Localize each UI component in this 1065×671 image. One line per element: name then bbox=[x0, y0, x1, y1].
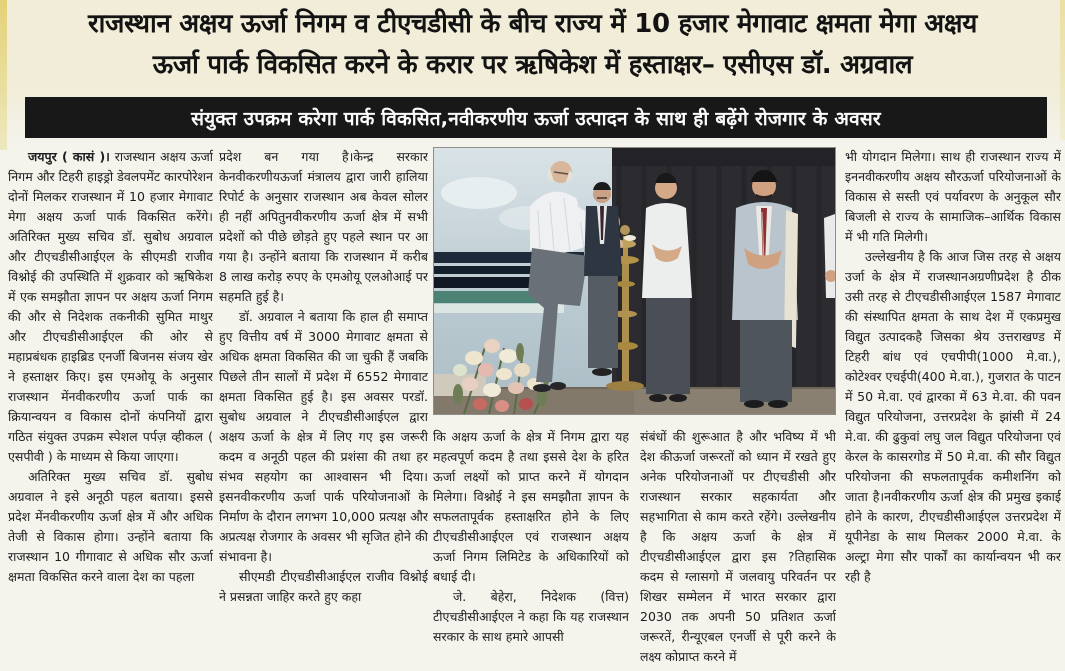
middle-section bbox=[433, 147, 836, 671]
paragraph: अतिरिक्त मुख्य सचिव डॉ. सुबोध अग्रवाल ने इसे अनूठी पहल बताया। इससे प्रदेश मेंनवीकरणीय ऊर्जा क्षेत्र में और अधिक तेजी से विकास होगा। उन्होंने बताया कि राजस्थान 10 गीगावाट से अधिक सौर ऊर्जा क्षमता विकसित करने वाला देश का पहला bbox=[8, 469, 213, 584]
text-column-1 bbox=[8, 147, 213, 671]
ceremony-photo-frame bbox=[433, 147, 836, 415]
headline-line-2: ऊर्जा पार्क विकसित करने के करार पर ऋषिकेश में हस्ताक्षर– एसीएस डॉ. अग्रवाल bbox=[152, 50, 913, 80]
paragraph: प्रदेश बन गया है।केन्द्र सरकार केनवीकरणीयऊर्जा मंत्रालय द्वारा जारी हालिया रिपोर्ट के अनुसार राजस्थान अब केवल सोलर ही नहीं अपितुनवीकरणीय ऊर्जा क्षेत्र में सभी प्रदेशों को पीछे छोड़ते हुए पहले स्थान पर आ गया है। उन्होंने बताया कि राजस्थान में करीब 8 लाख करोड़ रुपए के एमओयू एलओआई पर सहमति हुई है। bbox=[219, 149, 428, 304]
paragraph: भी योगदान मिलेगा। साथ ही राजस्थान राज्य में इननवीकरणीय अक्षय सौरऊर्जा परियोजनाओं के विकास से सस्ती एवं पर्यावरण के अनुकूल सौर बिजली से राज्य के सामाजिक–आर्थिक विकास में भी गति मिलेगी। bbox=[845, 149, 1061, 244]
paragraph: सीएमडी टीएचडीसीआईएल राजीव विश्नोई ने प्रसन्नता जाहिर करते हुए कहा bbox=[219, 569, 428, 604]
paragraph bbox=[8, 147, 213, 467]
headline-line-1: राजस्थान अक्षय ऊर्जा निगम व टीएचडीसी के बीच राज्य में 10 हजार मेगावाट क्षमता मेगा अक्षय bbox=[88, 9, 977, 39]
text-column-2 bbox=[219, 147, 428, 671]
paragraph: जे. बेहेरा, निदेशक (वित्त) टीएचडीसीआईएल ने कहा कि यह राजस्थान सरकार के साथ हमारे आपसी bbox=[433, 589, 629, 644]
stage-curtain bbox=[594, 148, 835, 398]
ceremony-photo bbox=[434, 148, 835, 414]
subhead-banner-text: संयुक्त उपक्रम करेगा पार्क विकसित,नवीकरणीय ऊर्जा उत्पादन के साथ ही बढ़ेंगे रोजगार के अवसर bbox=[191, 107, 881, 130]
person-dark-suit bbox=[584, 182, 622, 376]
paragraph: डॉ. अग्रवाल ने बताया कि हाल ही समाप्त हुए वित्तीय वर्ष में 3000 मेगावाट क्षमता से अधिक क्षमता विकसित की जा चुकी हैं जबकि पिछले तीन सालों में प्रदेश में 6552 मेगावाट क्षमता विकसित हुई है। इस अवसर परडॉ. सुबोध अग्रवाल ने टीएचडीसीआईएल द्वारा अक्षय ऊर्जा के क्षेत्र में लिए गए इस जरूरी कदम व अनूठी पहल की प्रशंसा की तथा हर संभव सहयोग का आश्वासन भी दिया। इसनवीकरणीय ऊर्जा पार्क परियोजनाओं के निर्माण के दौरान लगभग 10,000 प्रत्यक्ष और अप्रत्यक्ष रोजगार के अवसर भी सृजित होने की संभावना है। bbox=[219, 309, 428, 564]
text-column-3 bbox=[433, 427, 629, 670]
paragraph: उल्लेखनीय है कि आज जिस तरह से अक्षय उर्जा के क्षेत्र में राजस्थानअग्रणीप्रदेश है ठीक उसी तरह से टीएचडीसीआईएल 1587 मेगावाट की संस्थापित क्षमता के साथ देश में एकप्रमुख विद्युत उत्पादकहै जिसका श्रेय उत्तराखण्ड में टिहरी बांध एवं एचपीपी(1000 मे.वा.), कोटेश्वर एचईपी(400 मे.वा.), गुजरात के पाटन में 50 मे.वा. एवं द्वारका में 63 मे.वा. की पवन विद्युत परियोजना, उत्तरप्रदेश के झांसी में 24 मे.वा. की ढुकुवां लघु जल विद्युत परियोजना एवं केरल के कासरगोड में 50 मे.वा. की सौर विद्युत परियोजना की सफलतापूर्वक कमीशनिंग को जाता है।नवीकरणीय ऊर्जा क्षेत्र की प्रमुख इकाई होने के कारण, टीएचडीसीआईएल उत्तरप्रदेश में यूपीनेडा के साथ मिलकर 2000 मे.वा. के अल्ट्रा मेगा सौर पार्कों का कार्यान्वयन भी कर रही है bbox=[845, 249, 1061, 584]
below-photo-columns bbox=[433, 427, 836, 670]
dateline: जयपुर ( कासं )। bbox=[28, 149, 110, 164]
text-column-4 bbox=[640, 427, 836, 670]
person-white-shirt bbox=[642, 173, 692, 402]
text-column-5 bbox=[845, 147, 1061, 671]
paragraph: कि अक्षय ऊर्जा के क्षेत्र में निगम द्वारा यह महत्वपूर्ण कदम है तथा इससे देश के हरित ऊर्जा लक्ष्यों को प्राप्त करने में योगदान मिलेगा। विश्नोई ने इस समझौता ज्ञापन के सफलतापूर्वक हस्ताक्षरित होने के लिए टीएचडीसीआईएल एवं राजस्थान अक्षय ऊर्जा निगम लिमिटेड के अधिकारियों को बधाई दी। bbox=[433, 429, 629, 584]
subhead-banner bbox=[25, 97, 1047, 138]
paragraph: संबंधों की शुरूआत है और भविष्य में भी देश कीऊर्जा जरूरतों को ध्यान में रखते हुए अनेक परियोजनाओं पर टीएचडीसी और राजस्थान सरकार सहकार्यता और सहभागिता से काम करते रहेंगे। उल्लेखनीय है कि अक्षय ऊर्जा के क्षेत्र में टीएचडीसीआईएल द्वारा इस ?तिहासिक कदम से ग्लासगो में जलवायु परिवर्तन पर शिखर सम्मेलन में भारत सरकार द्वारा 2030 तक अपनी 50 प्रतिशत ऊर्जा जरूरतें, रीन्यूएबल एनर्जी से पूरी करने के लक्ष्य कोप्राप्त करने में bbox=[640, 429, 836, 664]
article-headline bbox=[0, 4, 1065, 86]
paragraph-text: राजस्थान अक्षय ऊर्जा निगम और टिहरी हाइड्रो डेवलपमेंट कारपोरेशन दोनों मिलकर राजस्थान में 10 हजार मेगावाट मेगा अक्षय ऊर्जा पार्क विकसित करेंगे। अतिरिक्त मुख्य सचिव डॉ. सुबोध अग्रवाल और टीएचडीसीआईएल के सीएमडी राजीव विश्नोई की उपस्थिति में शुक्रवार को ऋषिकेश में एक समझौता ज्ञापन पर अक्षय ऊर्जा निगम की और से निदेशक तकनीकी सुमित माथुर और टीएचडीसीआईएल की ओर से महाप्रबंधक हाइब्रिड एनर्जी बिजनस संजय खेर ने हस्ताक्षर किए। इस एमओयू के अनुसार राजस्थान मेंनवीकरणीय ऊर्जा पार्क का क्रियान्वयन व विकास दोनों कंपनियों द्वारा गठित संयुक्त उपक्रम स्पेशल पर्पज़ व्हीकल ( एसपीवी ) के माध्यम से किया जाएगा। bbox=[8, 149, 213, 464]
